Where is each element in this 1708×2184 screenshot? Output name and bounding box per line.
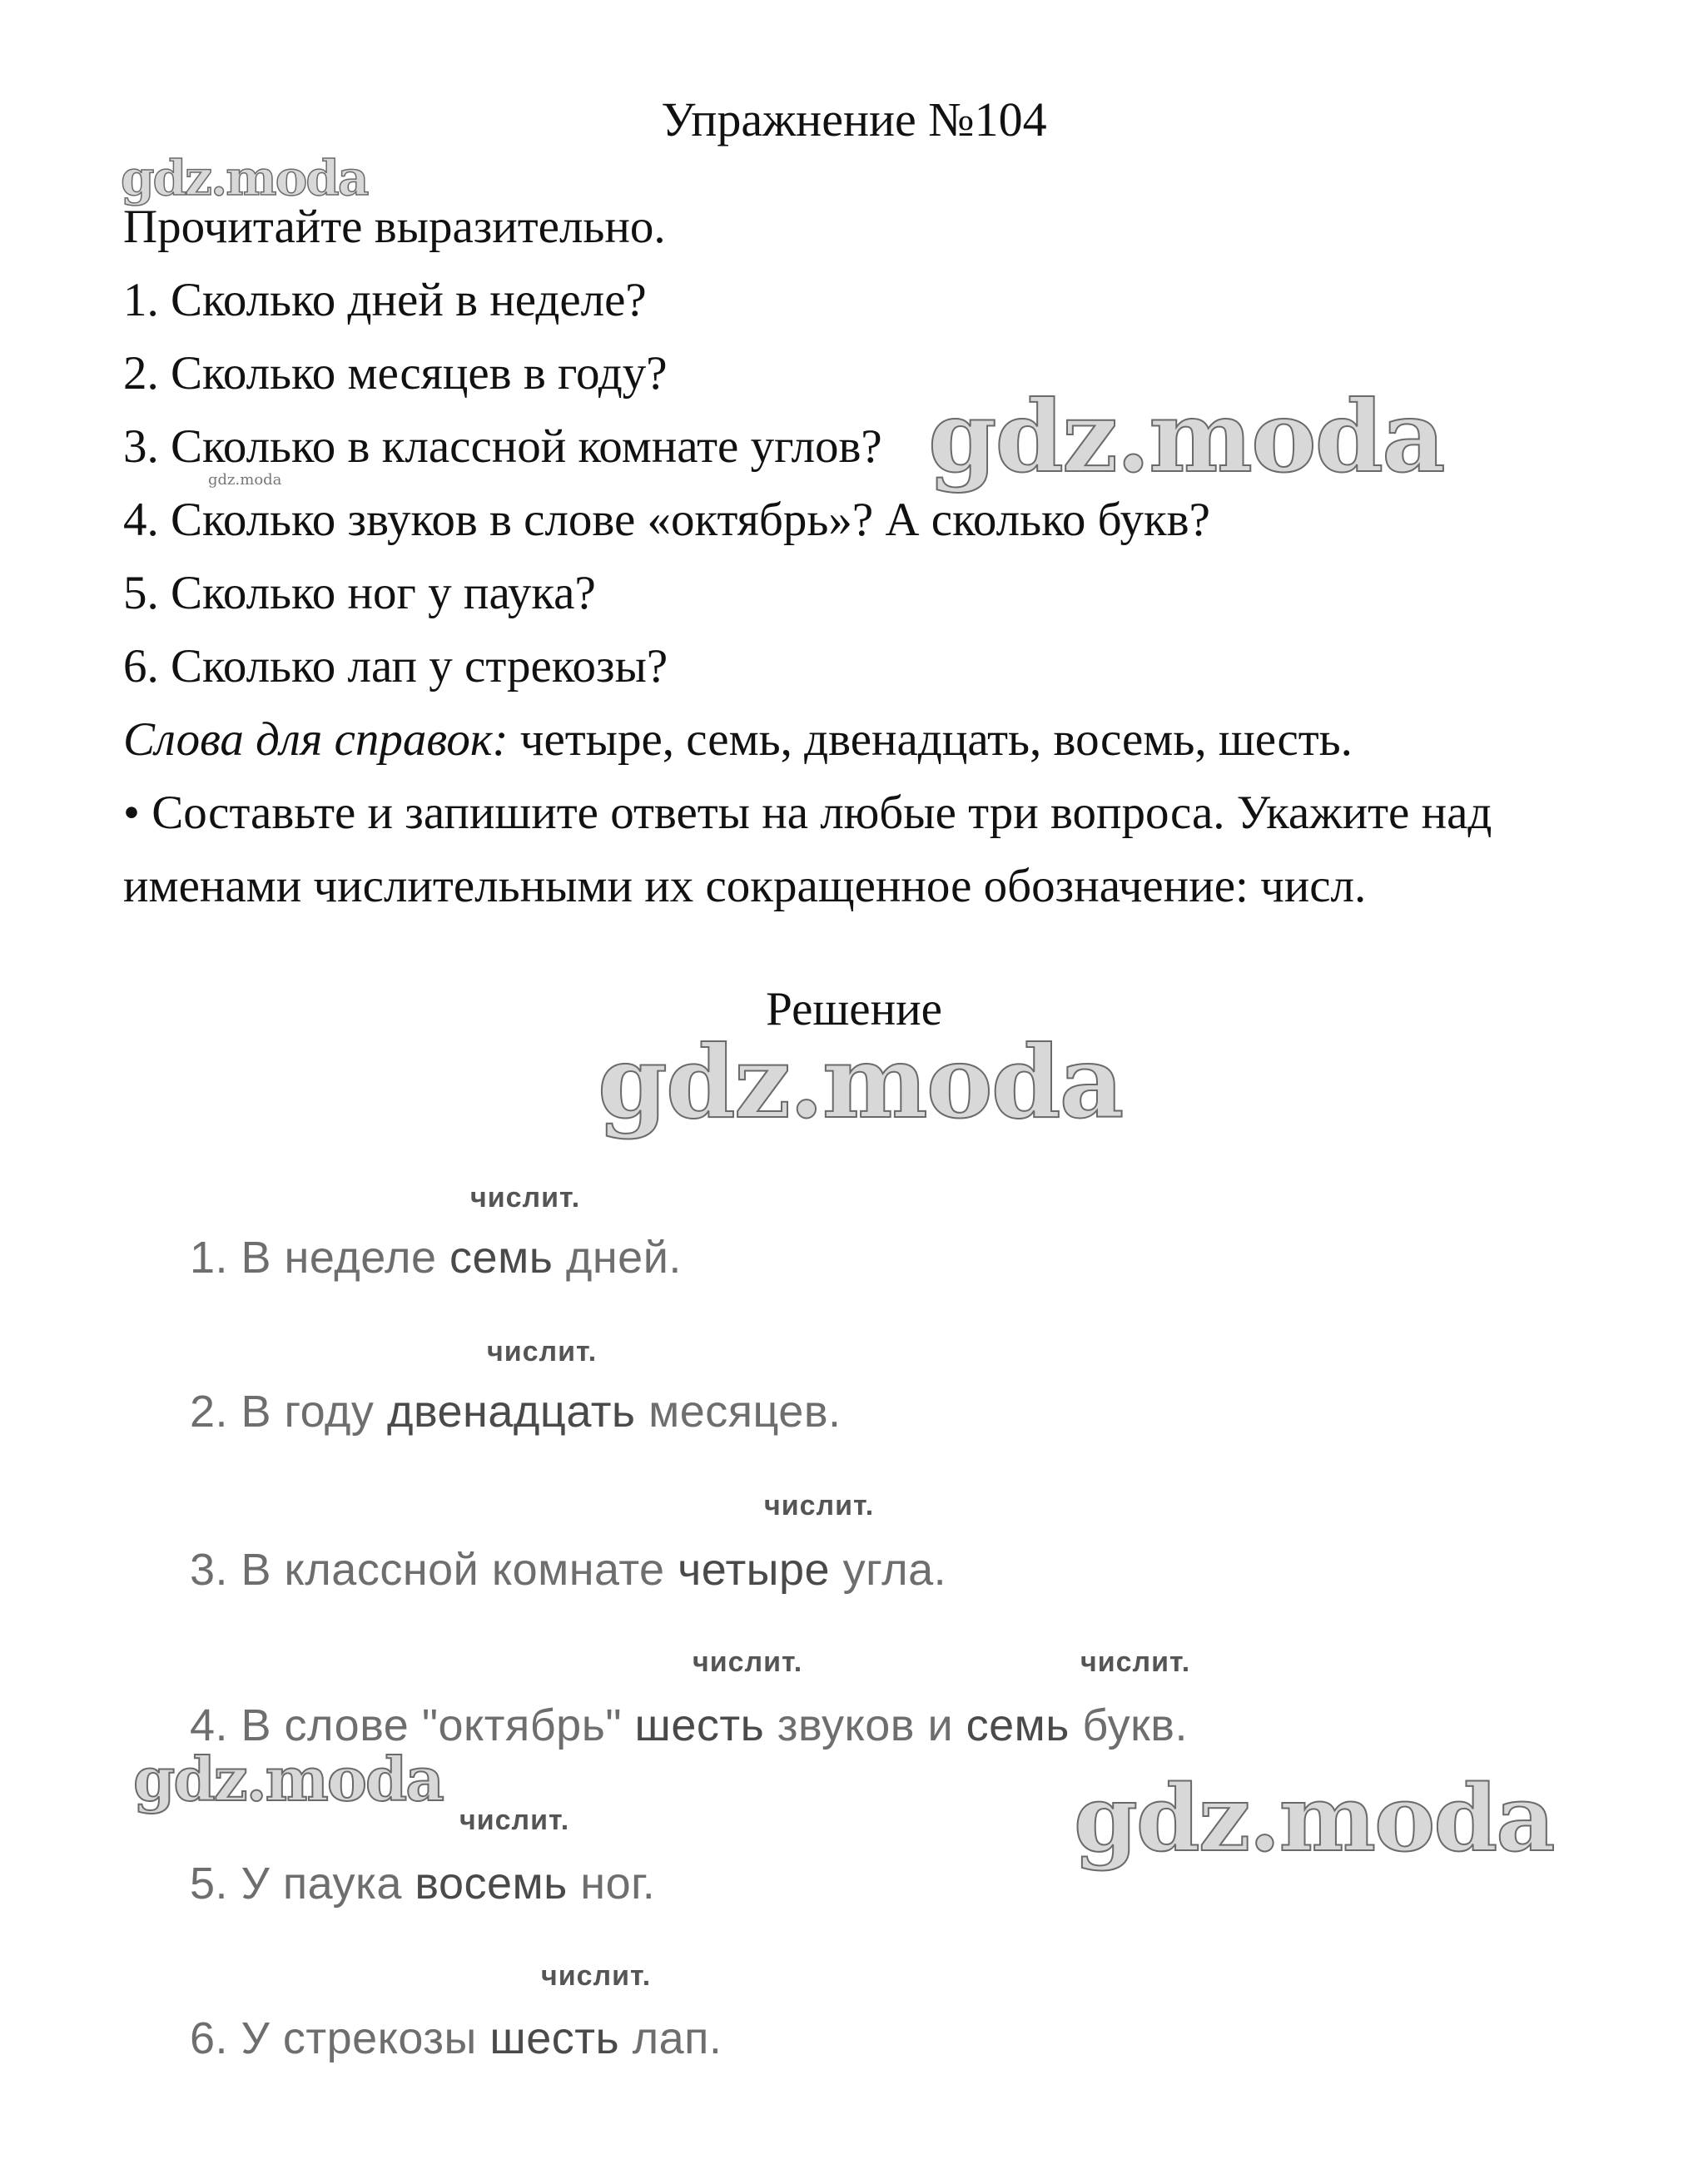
question-4: 4. Сколько звуков в слове «октябрь»? А сколько букв? bbox=[123, 494, 1210, 546]
numeral-tag: числит. bbox=[1080, 1646, 1191, 1678]
numeral-tag: числит. bbox=[459, 1804, 570, 1836]
exercise-title: Упражнение №104 bbox=[661, 92, 1047, 146]
numeral-tag: числит. bbox=[764, 1490, 875, 1521]
answer-1: 1. В неделе семь дней. bbox=[190, 1233, 682, 1283]
watermark-tiny: gdz.moda bbox=[208, 471, 282, 489]
numeral-tag: числит. bbox=[487, 1336, 598, 1367]
watermark-top-left: gdz.moda bbox=[121, 150, 368, 206]
hint-label: Слова для справок: bbox=[123, 713, 509, 766]
watermark-left-bottom: gdz.moda bbox=[133, 1744, 443, 1814]
task-line-1: • Составьте и запишите ответы на любые три вопроса. Укажите над bbox=[123, 787, 1492, 839]
hint-line bbox=[123, 712, 1353, 767]
answer-3: 3. В классной комнате четыре угла. bbox=[190, 1545, 947, 1595]
question-3: 3. Сколько в классной комнате углов? bbox=[123, 420, 882, 473]
question-2: 2. Сколько месяцев в году? bbox=[123, 347, 668, 400]
question-5: 5. Сколько ног у паука? bbox=[123, 567, 596, 619]
answer-5: 5. У паука восемь ног. bbox=[190, 1859, 656, 1909]
watermark-right: gdz.moda bbox=[928, 379, 1444, 494]
question-1: 1. Сколько дней в неделе? bbox=[123, 274, 647, 326]
question-6: 6. Сколько лап у стрекозы? bbox=[123, 640, 668, 692]
watermark-right-bottom: gdz.moda bbox=[1074, 1765, 1554, 1872]
watermark-center: gdz.moda bbox=[598, 1024, 1123, 1141]
answer-2: 2. В году двенадцать месяцев. bbox=[190, 1387, 842, 1437]
numeral-tag: числит. bbox=[541, 1960, 652, 1992]
task-line-2: именами числительными их сокращенное обозначение: числ. bbox=[123, 860, 1367, 912]
answer-4: 4. В слове "октябрь" шесть звуков и семь букв. bbox=[190, 1700, 1188, 1750]
solution-title: Решение bbox=[766, 983, 942, 1035]
numeral-tag: числит. bbox=[693, 1646, 803, 1678]
instruction: Прочитайте выразительно. bbox=[123, 201, 666, 253]
hint-words: четыре, семь, двенадцать, восемь, шесть. bbox=[508, 713, 1353, 766]
answer-6: 6. У стрекозы шесть лап. bbox=[190, 2013, 722, 2063]
numeral-tag: числит. bbox=[470, 1182, 581, 1214]
